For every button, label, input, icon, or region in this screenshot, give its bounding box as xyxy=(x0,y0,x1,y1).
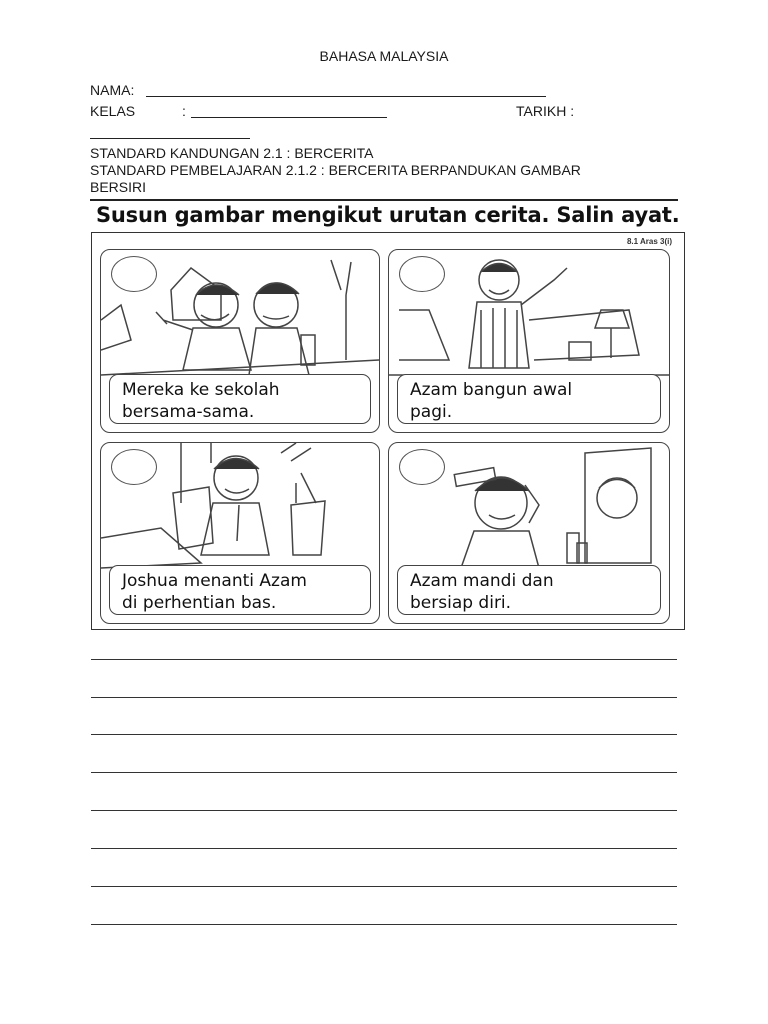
caption-1-line1: Mereka ke sekolah xyxy=(122,380,280,400)
page-reference: 8.1 Aras 3(i) xyxy=(626,237,672,246)
caption-1-line2: bersama-sama. xyxy=(122,402,255,422)
caption-3-line2: di perhentian bas. xyxy=(122,593,277,613)
exercise-instruction: Susun gambar mengikut urutan cerita. Salin ayat. xyxy=(96,203,680,227)
kelas-field[interactable] xyxy=(191,117,387,118)
section-divider xyxy=(90,199,678,201)
answer-line[interactable] xyxy=(91,772,677,773)
caption-1 xyxy=(109,374,371,424)
nama-label: NAMA: xyxy=(90,82,135,98)
story-panel-4 xyxy=(388,442,670,624)
story-panel-2 xyxy=(388,249,670,433)
answer-line[interactable] xyxy=(91,734,677,735)
tarikh-field[interactable] xyxy=(90,138,250,139)
story-panel-1 xyxy=(100,249,380,433)
caption-2-line1: Azam bangun awal xyxy=(410,380,573,400)
caption-4-line2: bersiap diri. xyxy=(410,593,512,613)
order-number-box-1[interactable] xyxy=(111,256,157,292)
kelas-label: KELAS xyxy=(90,103,136,119)
picture-sequence-frame xyxy=(91,232,685,630)
story-panel-3 xyxy=(100,442,380,624)
caption-3-line1: Joshua menanti Azam xyxy=(122,571,307,591)
kelas-colon: : xyxy=(182,103,186,119)
answer-line[interactable] xyxy=(91,697,677,698)
caption-4-line1: Azam mandi dan xyxy=(410,571,554,591)
answer-line[interactable] xyxy=(91,886,677,887)
answer-line[interactable] xyxy=(91,924,677,925)
answer-line[interactable] xyxy=(91,810,677,811)
standard-pembelajaran-line2: BERSIRI xyxy=(90,179,147,195)
order-number-box-2[interactable] xyxy=(399,256,445,292)
answer-line[interactable] xyxy=(91,848,677,849)
answer-line[interactable] xyxy=(91,659,677,660)
page-title: BAHASA MALAYSIA xyxy=(319,48,449,64)
nama-field[interactable] xyxy=(146,96,546,97)
standard-kandungan: STANDARD KANDUNGAN 2.1 : BERCERITA xyxy=(90,145,374,161)
standard-pembelajaran-line1: STANDARD PEMBELAJARAN 2.1.2 : BERCERITA BERPANDUKAN GAMBAR xyxy=(90,162,581,178)
order-number-box-4[interactable] xyxy=(399,449,445,485)
caption-2-line2: pagi. xyxy=(410,402,453,422)
caption-3 xyxy=(109,565,371,615)
caption-4 xyxy=(397,565,661,615)
order-number-box-3[interactable] xyxy=(111,449,157,485)
caption-2 xyxy=(397,374,661,424)
tarikh-label: TARIKH : xyxy=(516,103,575,119)
